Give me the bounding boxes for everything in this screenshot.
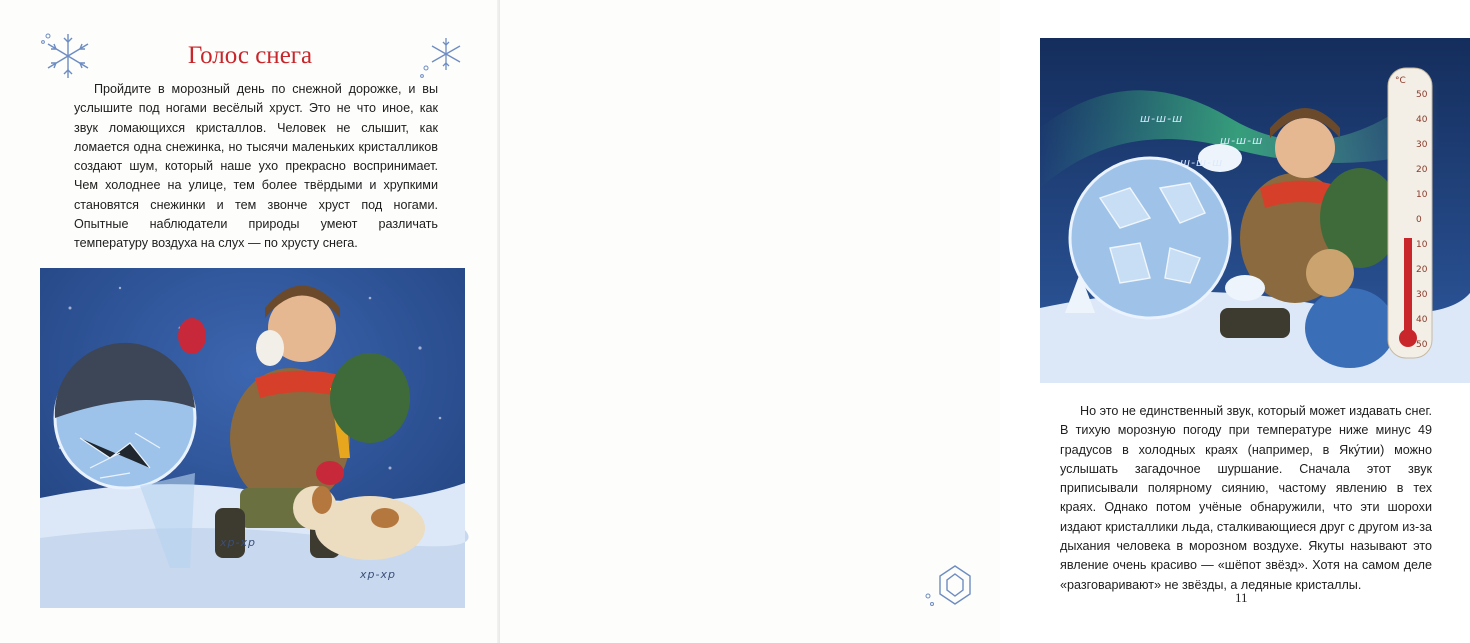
thermometer-tick-label: 30 <box>1416 140 1428 150</box>
body-paragraph: Но это не единственный звук, который может издавать снег. В тихую морозную погоду при температуре ниже минус 49 градусов в холодных краях (например, в Яку́тии) можно услышать загадочное шуршание. Сначала этот звук приписывали полярному сиянию, частому явлению в тех краях. Однако потом учёные обнаружили, что эти шорохи издают кристаллики льда, сталкивающиеся друг с другом из-за дыхания человека в морозном воздухе. Якуты называют это явление очень красиво — «шёпот звёзд». Хотя на самом деле «разговаривают» не звёзды, а ледяные кристаллы. <box>1060 404 1432 592</box>
page-number: 11 <box>1235 590 1248 605</box>
illustration-walking-man <box>40 268 465 608</box>
illustration-polar-night <box>1040 38 1470 383</box>
thermometer-tick-label: 40 <box>1416 315 1428 325</box>
thermometer-tick-label: 50 <box>1416 340 1428 350</box>
thermometer-unit: °C <box>1395 76 1406 86</box>
thermometer-tick-label: 10 <box>1416 190 1428 200</box>
right-page <box>500 0 1432 643</box>
page-title: Голос снега <box>187 42 313 69</box>
thermometer-tick-label: 50 <box>1416 90 1428 100</box>
sound-label-whisper-3: ш-ш-ш <box>1220 134 1264 147</box>
intro-paragraph: Пройдите в морозный день по снежной дорожке, и вы услышите под ногами весёлый хруст. Это не что иное, как звук ломающихся кристаллов. Человек не слышит, как ломается одна снежинка, но тысячи маленьких кристалликов создают шум, который наше ухо прекрасно воспринимает. Чем холоднее на улице, тем более твёрдыми и хрупкими становятся снежинки и тем звонче хруст под ногами. Опытные наблюдатели природы умеют различать температуру воздуха на слух — по хрусту снега. <box>74 82 438 251</box>
thermometer-tick-label: 10 <box>1416 240 1428 250</box>
thermometer-tick-label: 20 <box>1416 265 1428 275</box>
thermometer-tick-label: 20 <box>1416 165 1428 175</box>
thermometer-tick-label: 0 <box>1416 215 1422 225</box>
sound-label-crunch-1: хр-хр <box>220 536 256 549</box>
intro-paragraph-block <box>74 80 438 254</box>
sound-label-whisper-1: ш-ш-ш <box>1140 112 1184 125</box>
body-paragraph-block <box>1060 402 1432 595</box>
sound-label-whisper-2: ш-ш-ш <box>1180 156 1224 169</box>
thermometer-tick-label: 40 <box>1416 115 1428 125</box>
sound-label-crunch-2: хр-хр <box>360 568 396 581</box>
snowflake-icon <box>920 556 980 612</box>
thermometer-tick-label: 30 <box>1416 290 1428 300</box>
left-page <box>0 0 500 643</box>
